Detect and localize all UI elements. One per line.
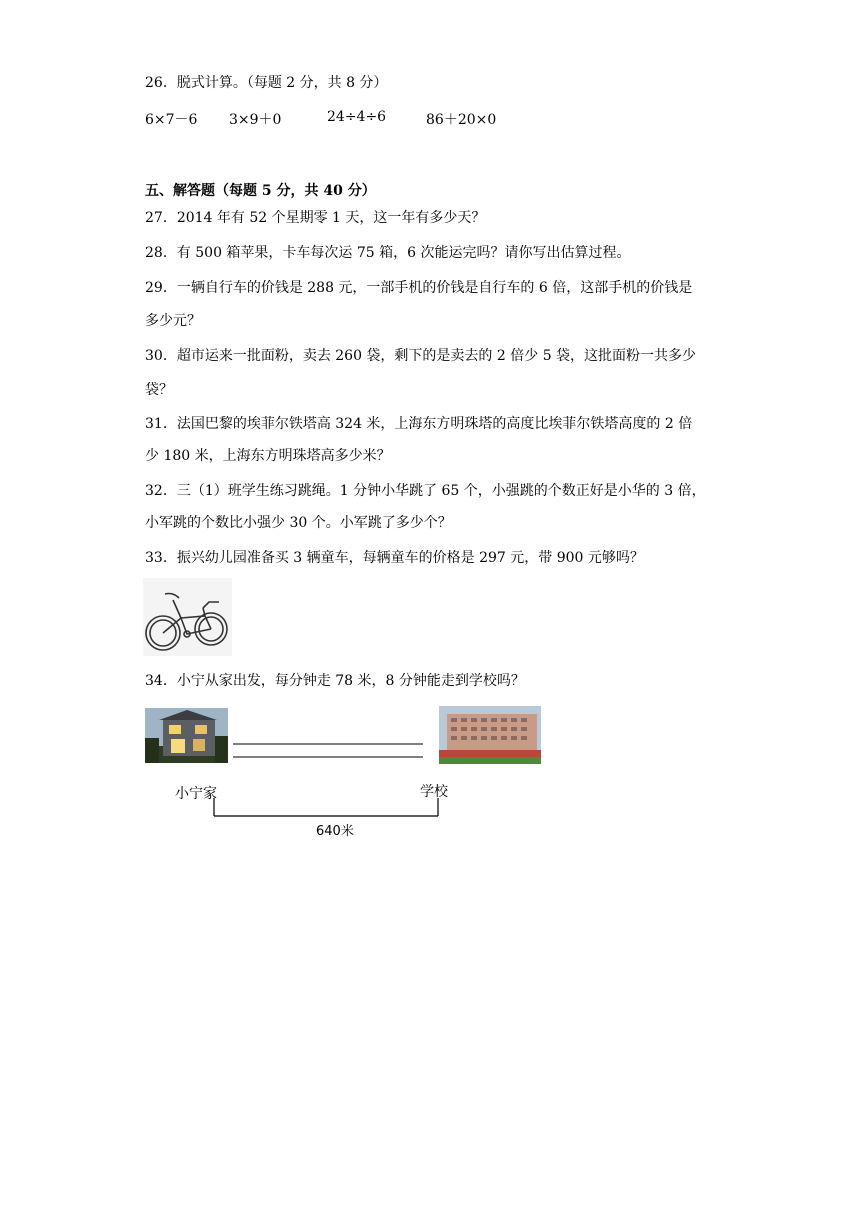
- home-label: 小宁家: [175, 786, 217, 802]
- expression-3: 24÷4÷6: [327, 109, 387, 125]
- question-26: 26．脱式计算。（每题 2 分，共 8 分）: [145, 75, 388, 91]
- house-photo: [145, 708, 228, 763]
- school-photo: [439, 706, 541, 764]
- bicycle-illustration: [143, 578, 232, 656]
- question-30-line1: 30．超市运来一批面粉，卖去 260 袋，剩下的是卖去的 2 倍少 5 袋，这批面粉一共多少: [145, 348, 697, 364]
- question-33: 33．振兴幼儿园准备买 3 辆童车，每辆童车的价格是 297 元，带 900 元够吗？: [145, 550, 644, 566]
- distance-bracket: [210, 798, 442, 818]
- question-32-line2: 小军跳的个数比小强少 30 个。小军跳了多少个？: [145, 515, 452, 531]
- question-29-line1: 29．一辆自行车的价钱是 288 元，一部手机的价钱是自行车的 6 倍，这部手机的价钱是: [145, 280, 693, 296]
- school-label: 学校: [420, 784, 448, 800]
- road-lines: [233, 736, 423, 760]
- question-29-line2: 多少元？: [145, 313, 201, 329]
- section-5-title: 五、解答题（每题 5 分，共 40 分）: [145, 183, 376, 199]
- expression-2: 3×9＋0: [229, 112, 282, 128]
- expression-1: 6×7－6: [145, 112, 198, 128]
- question-27: 27．2014 年有 52 个星期零 1 天，这一年有多少天？: [145, 210, 486, 226]
- expression-4: 86＋20×0: [426, 112, 497, 128]
- question-30-line2: 袋？: [145, 382, 173, 398]
- distance-label: 640米: [316, 824, 354, 839]
- question-28: 28．有 500 箱苹果，卡车每次运 75 箱，6 次能运完吗？请你写出估算过程。: [145, 245, 631, 261]
- question-32-line1: 32．三（1）班学生练习跳绳。1 分钟小华跳了 65 个，小强跳的个数正好是小华的 3 倍，: [145, 483, 706, 499]
- question-31-line1: 31．法国巴黎的埃菲尔铁塔高 324 米，上海东方明珠塔的高度比埃菲尔铁塔高度的 2 倍: [145, 416, 693, 432]
- question-31-line2: 少 180 米，上海东方明珠塔高多少米？: [145, 448, 391, 464]
- question-34: 34．小宁从家出发，每分钟走 78 米，8 分钟能走到学校吗？: [145, 673, 525, 689]
